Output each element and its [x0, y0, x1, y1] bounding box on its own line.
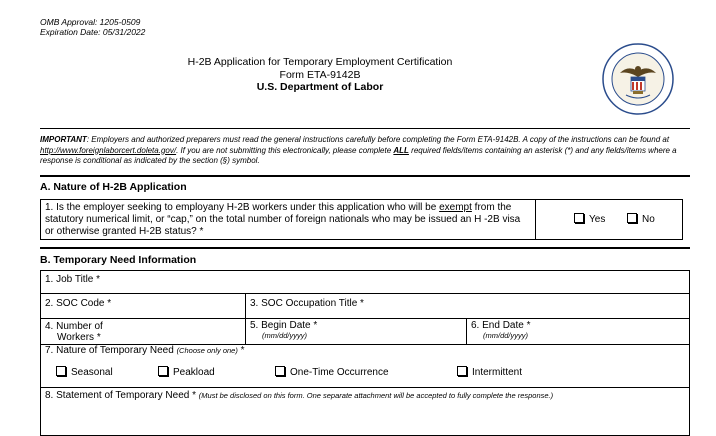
form-title-line1: H-2B Application for Temporary Employment Certification [187, 56, 453, 68]
seasonal-checkbox[interactable] [56, 366, 66, 376]
statement-hint: (Must be disclosed on this form. One separate attachment will be accepted to fully complete the response.) [198, 391, 554, 400]
statement-of-need-field[interactable] [41, 388, 686, 405]
form-title [160, 56, 480, 94]
important-notice [40, 135, 680, 167]
number-of-workers-field[interactable] [41, 318, 241, 346]
begin-date-field[interactable] [246, 318, 461, 344]
need-peakload-option[interactable] [158, 366, 215, 378]
soc-title-label: 3. SOC Occupation Title * [250, 298, 364, 309]
end-date-hint: (mm/dd/yyyy) [483, 331, 528, 340]
soc-code-field[interactable] [41, 295, 241, 313]
section-a-heading: A. Nature of H-2B Application [40, 181, 187, 193]
form-number: Form ETA-9142B [279, 68, 361, 81]
department-name: U.S. Department of Labor [256, 81, 384, 93]
soc-code-label: 2. SOC Code * [45, 298, 112, 309]
onetime-checkbox[interactable] [275, 366, 285, 376]
divider [40, 293, 690, 294]
workers-label-line1: 4. Number of [45, 321, 103, 332]
divider [40, 175, 690, 177]
divider [40, 128, 690, 129]
job-title-label: 1. Job Title * [45, 274, 101, 285]
end-date-label: 6. End Date * [471, 320, 531, 331]
exempt-yes-option[interactable] [574, 213, 605, 225]
notice-all: ALL [393, 145, 409, 155]
peakload-checkbox[interactable] [158, 366, 168, 376]
need-onetime-option[interactable] [275, 366, 389, 378]
question-exempt: exempt [439, 202, 472, 213]
exempt-no-option[interactable] [627, 213, 655, 225]
no-checkbox[interactable] [627, 213, 637, 223]
question-text-2: from the statutory numerical limit, or “cap,” on the total number of foreign nationals who may be issued an H -2B visa or otherwise granted H-2B status? * [45, 202, 521, 237]
notice-text: : Employers and authorized preparers must read the general instructions carefully before completing the Form ETA-9142B. A copy of the instructions can be found at [86, 135, 670, 144]
statement-label: 8. Statement of Temporary Need * [45, 390, 199, 401]
begin-date-hint: (mm/dd/yyyy) [262, 331, 307, 340]
instructions-link[interactable]: http://www.foreignlaborcert.doleta.gov/ [40, 145, 177, 155]
notice-lead: IMPORTANT [40, 135, 87, 144]
notice-text-3: required fields/items containing an asterisk (*) and any fields/items where a response is conditional as indicated by the section (§) symbol. [40, 145, 677, 165]
nature-of-need-label [41, 343, 681, 360]
onetime-label: One-Time Occurrence [290, 367, 389, 378]
expiration-date: Expiration Date: 05/31/2022 [40, 27, 146, 37]
need-intermittent-option[interactable] [457, 366, 522, 378]
begin-date-label: 5. Begin Date * [250, 320, 318, 331]
yes-checkbox[interactable] [574, 213, 584, 223]
intermittent-label: Intermittent [472, 367, 523, 378]
end-date-field[interactable] [467, 318, 682, 344]
no-label: No [642, 214, 655, 225]
dol-seal-icon [602, 43, 674, 115]
question-text: 1. Is the employer seeking to employany H-2B workers under this application who will be [45, 202, 440, 213]
section-b-heading: B. Temporary Need Information [40, 254, 197, 266]
yes-label: Yes [589, 214, 606, 225]
job-title-field[interactable] [41, 271, 681, 289]
workers-label-line2: Workers * [57, 332, 101, 343]
need-seasonal-option[interactable] [56, 366, 113, 378]
divider [40, 247, 690, 249]
seasonal-label: Seasonal [71, 367, 113, 378]
soc-title-field[interactable] [246, 295, 646, 313]
exempt-question [41, 200, 535, 241]
nature-required: * [237, 345, 245, 356]
peakload-label: Peakload [173, 367, 215, 378]
nature-hint: (Choose only one) [176, 346, 238, 355]
omb-info [40, 17, 145, 37]
notice-text-2: . If you are not submitting this electronically, please complete [176, 145, 394, 155]
divider [535, 199, 536, 240]
omb-approval: OMB Approval: 1205-0509 [40, 17, 141, 27]
intermittent-checkbox[interactable] [457, 366, 467, 376]
nature-label: 7. Nature of Temporary Need [45, 345, 177, 356]
